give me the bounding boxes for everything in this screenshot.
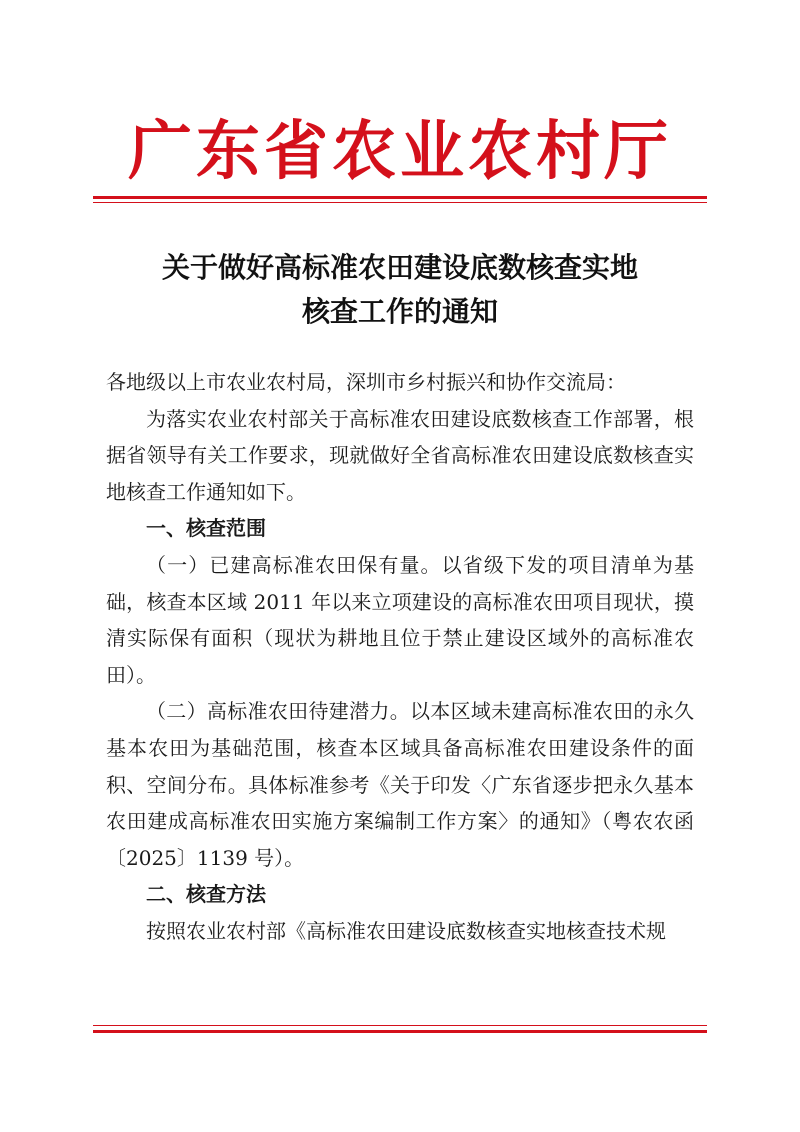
addressee: 各地级以上市农业农村局，深圳市乡村振兴和协作交流局： [106, 370, 626, 394]
title-line-1: 关于做好高标准农田建设底数核查实地 [161, 251, 638, 284]
footer-rule-thin [93, 1025, 707, 1026]
section-1-heading: 一、核查范围 [146, 516, 266, 541]
section-1-item-2: （二）高标准农田待建潜力。以本区域未建高标准农田的永久基本农田为基础范围，核查本区域具备高标准农田建设条件的面积、空间分布。具体标准参考《关于印发〈广东省逐步把永久基本农田建成高标准农田实施方案编制工作方案〉的通知》（粤农农函〔2025〕1139 号）。 [106, 699, 694, 870]
document-title [90, 246, 710, 334]
section-2-text: 按照农业农村部《高标准农田建设底数核查实地核查技术规 [146, 918, 666, 943]
document-body [106, 364, 694, 950]
intro-paragraph: 为落实农业农村部关于高标准农田建设底数核查工作部署，根据省领导有关工作要求，现就做好全省高标准农田建设底数核查实地核查工作通知如下。 [106, 406, 694, 504]
masthead: 广东省农业农村厅 [128, 114, 672, 189]
section-1-item-1: （一）已建高标准农田保有量。以省级下发的项目清单为基础，核查本区域 2011 年以来立项建设的高标准农田项目现状，摸清实际保有面积（现状为耕地且位于禁止建设区域外的高标准农田）。 [106, 552, 694, 687]
title-line-2: 核查工作的通知 [301, 295, 498, 328]
masthead-rule-thin [93, 202, 707, 203]
masthead-rule-thick [93, 196, 707, 199]
section-2-heading: 二、核查方法 [146, 882, 266, 907]
footer-rule-thick [93, 1030, 707, 1033]
